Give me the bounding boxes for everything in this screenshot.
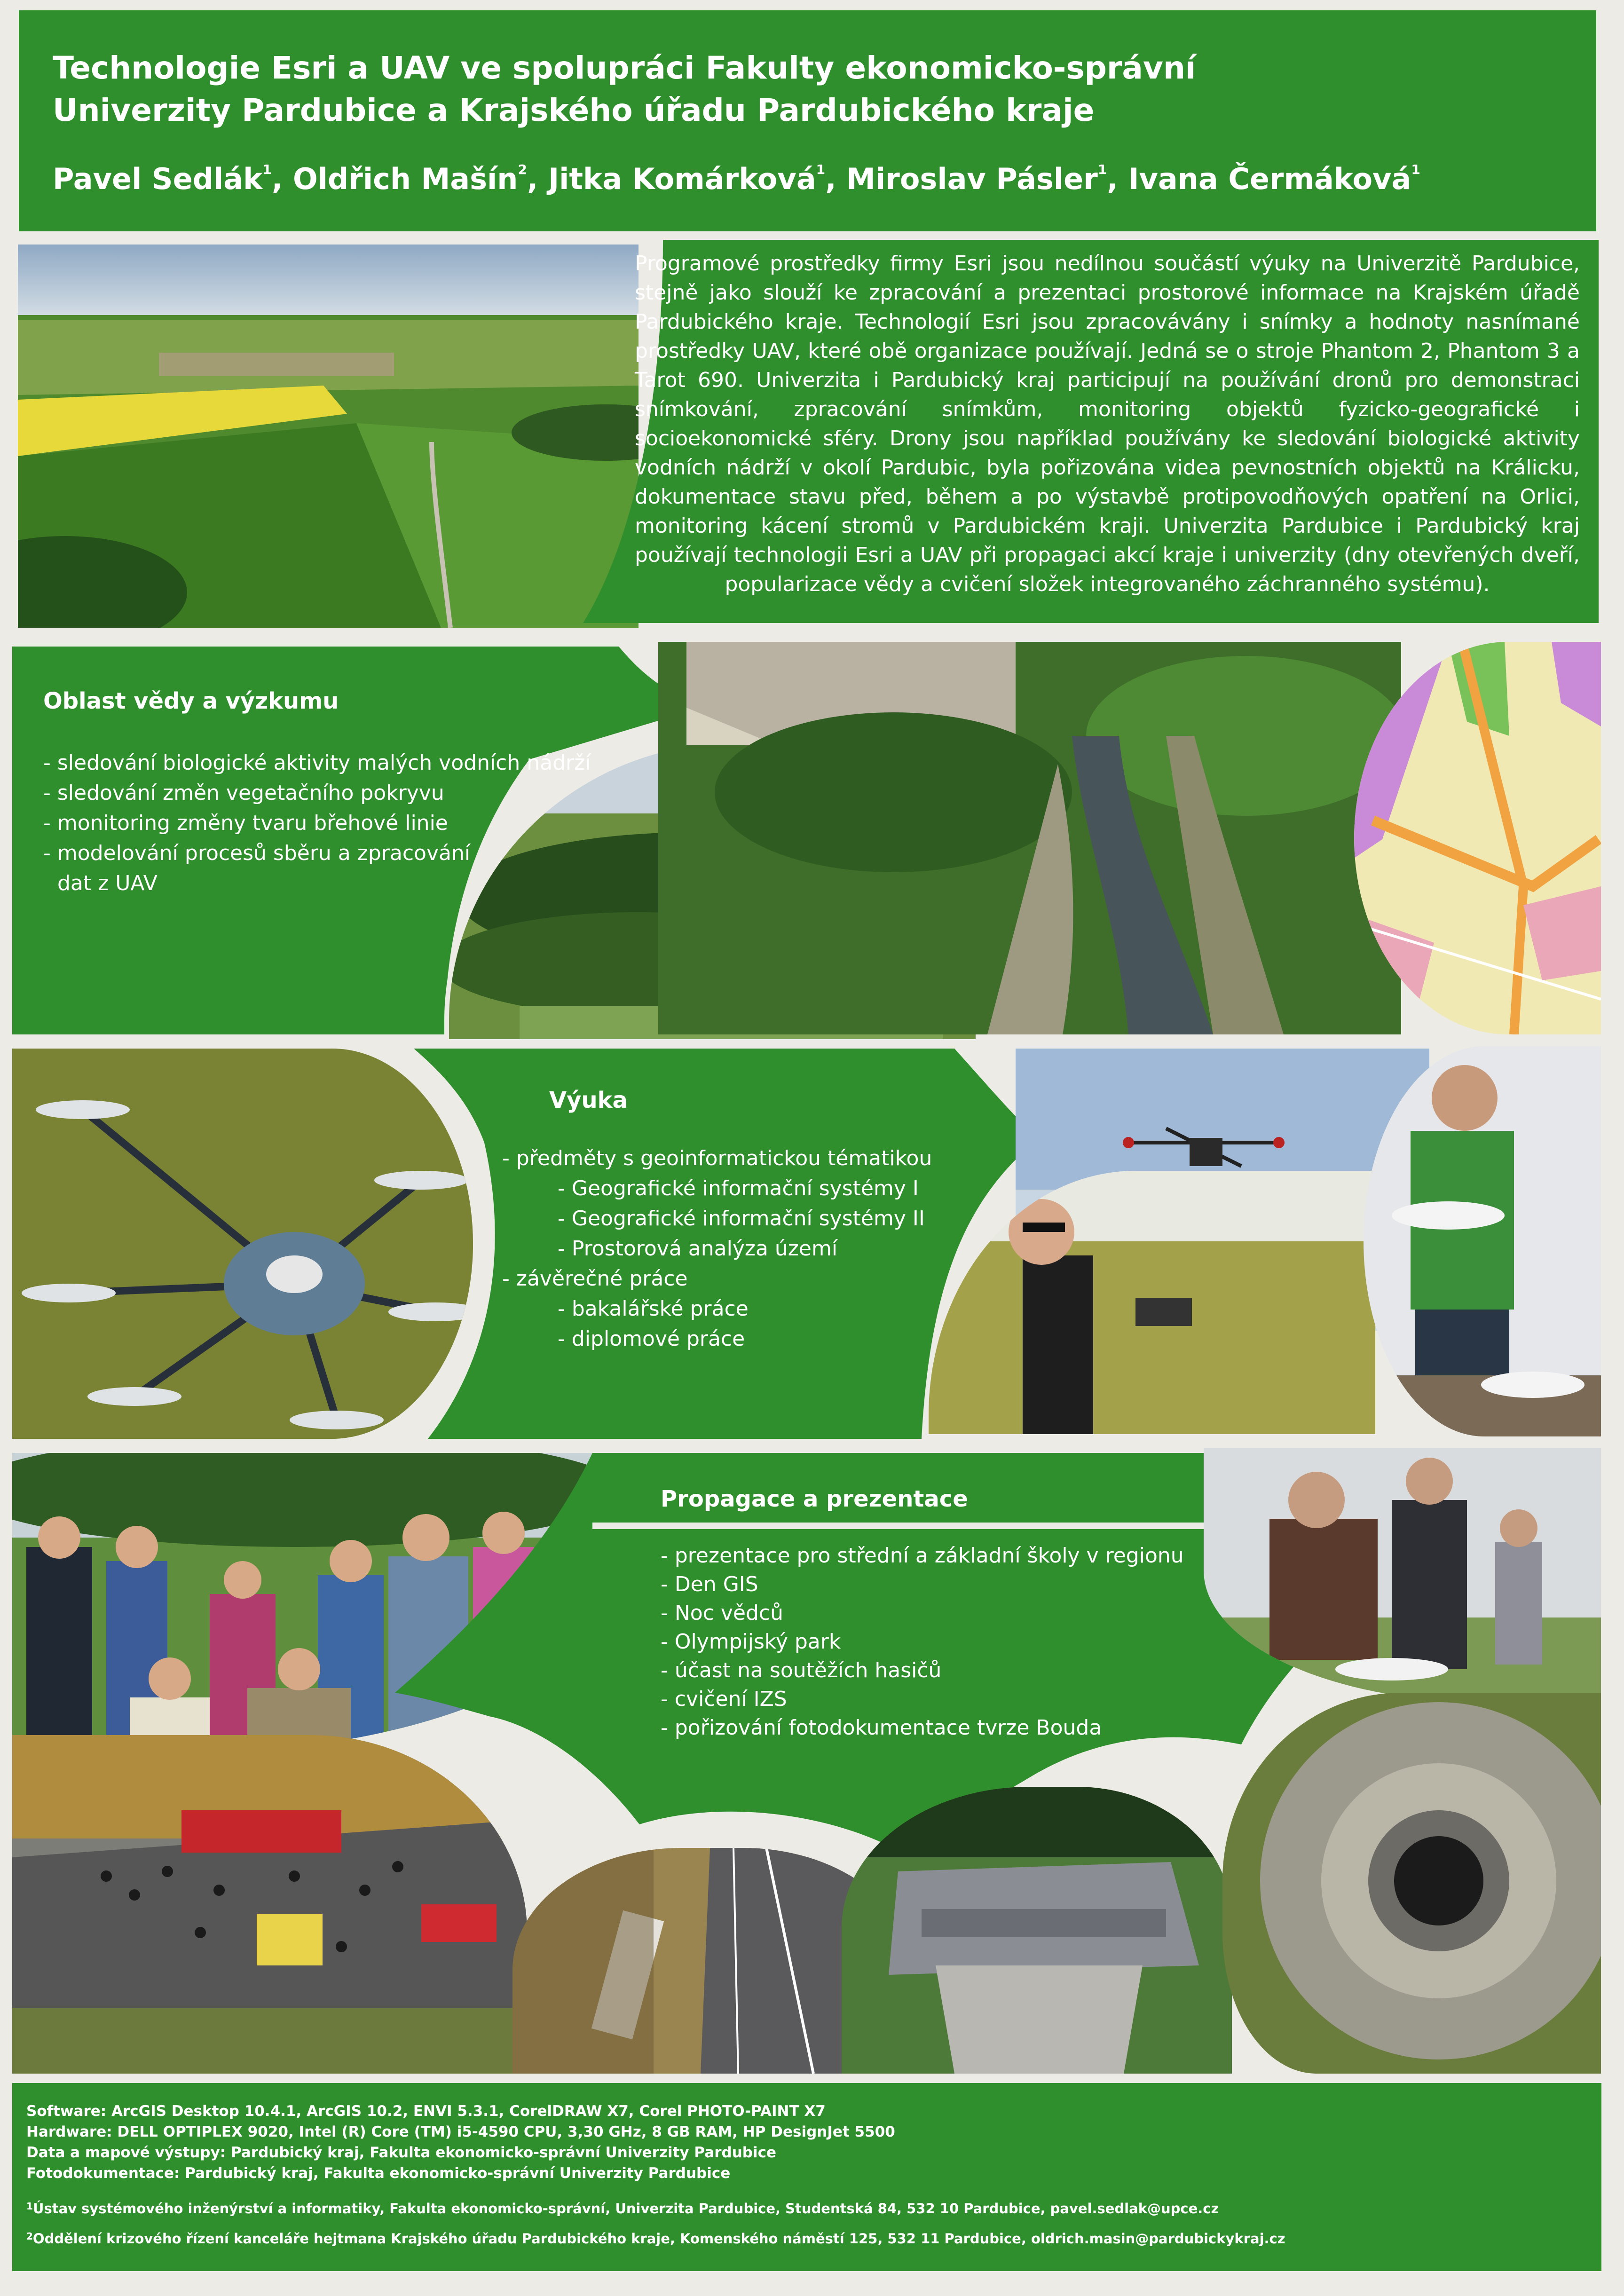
footnote-text: Ústav systémového inženýrství a informatiky, Fakulta ekonomicko-správní, Univerzita Pardubice, Studentská 84, 532 10 Pardubice, pavel.sedlak@upce.cz (32, 2201, 1219, 2217)
fortress-well-aerial-photo (1222, 1693, 1601, 2074)
authors: Pavel Sedlák$^1$, Oldřich Mašín$^2$, Jitka Komárková$^1$, Miroslav Pásler$^1$, Ivana Čermáková$^1$ (53, 162, 1420, 196)
hexacopter-drone-photo (12, 1049, 473, 1439)
author-affiliation: 1 (1411, 162, 1420, 177)
teaching-title: Výuka (549, 1087, 628, 1113)
intro-text: Programové prostředky firmy Esri jsou nedílnou součástí výuky na Univerzitě Pardubice, stejně jako slouží ke zpracování a prezentaci prostorové informace na Krajském úřadě Pardubického kraje. Technologií Esri jsou zpracovávány i snímky a hodnoty nasnímané prostředky UAV, které obě organizace používají. Jedná se o stroje Phantom 2, Phantom 3 a Tarot 690. Univerzita i Pardubický kraj participují na používání dronů pro demonstraci snímkování, zpracování snímkům, monitoring objektů fyzicko-geografické i socioekonomické sféry. Drony jsou například používány ke sledování biologické aktivity vodních nádrží v okolí Pardubic, byla pořizována videa pevnostních objektů na Králicku, dokumentace stavu před, během a po výstavbě protipovodňových opatření na Orlici, monitoring kácení stromů v Pardubickém kraji. Univerzita Pardubice i Pardubický kraj používají technologii Esri a UAV při propagaci akcí kraje i univerzity (dny otevřených dveří, popularizace vědy a cvičení složek integrovaného záchranného systému). (635, 252, 1580, 596)
author-name: Jitka Komárková (548, 162, 816, 196)
header-panel (19, 10, 1596, 231)
landscape-aerial-photo (18, 245, 639, 628)
list-item: - modelování procesů sběru a zpracování (43, 841, 471, 865)
list-item: - diplomové práce (558, 1327, 745, 1351)
bunker-aerial-photo (842, 1787, 1232, 2074)
list-item: - Geografické informační systémy II (558, 1207, 925, 1231)
list-item: - prezentace pro střední a základní školy v regionu (661, 1544, 1184, 1568)
list-item: dat z UAV (57, 871, 158, 895)
hardware-line: Hardware: DELL OPTIPLEX 9020, Intel (R) Core (TM) i5-4590 CPU, 3,30 GHz, 8 GB RAM, HP DesignJet 5500 (26, 2123, 895, 2140)
list-item: - cvičení IZS (661, 1687, 787, 1711)
list-item: - bakalářské práce (558, 1297, 749, 1321)
photo-credit-line: Fotodokumentace: Pardubický kraj, Fakulta ekonomicko-správní Univerzity Pardubice (26, 2165, 731, 2182)
footnote-marker: 2 (26, 2231, 33, 2242)
author-affiliation: 1 (1097, 162, 1107, 177)
footnote-marker: 1 (26, 2201, 33, 2212)
promotion-title: Propagace a prezentace (661, 1486, 968, 1512)
author-name: Oldřich Mašín (292, 162, 518, 196)
list-item: - předměty s geoinformatickou tématikou (502, 1146, 932, 1170)
intro-panel (583, 240, 1599, 623)
author-affiliation: 1 (262, 162, 272, 177)
list-item: - pořizování fotodokumentace tvrze Bouda (661, 1716, 1102, 1740)
footnote-affiliation-2 (26, 2231, 1587, 2247)
list-item: - Prostorová analýza území (558, 1237, 838, 1261)
title-line-1: Technologie Esri a UAV ve spolupráci Fakulty ekonomicko-správní (53, 50, 1196, 86)
research-title: Oblast vědy a výzkumu (43, 688, 339, 714)
drone-demo-indoor-photo (1364, 1046, 1601, 1436)
list-item: - sledování změn vegetačního pokryvu (43, 781, 444, 805)
list-item: - monitoring změny tvaru břehové linie (43, 811, 448, 835)
list-item: - Olympijský park (661, 1630, 841, 1654)
author-name: Miroslav Pásler (846, 162, 1098, 196)
teaching-list (502, 1144, 1019, 1354)
title-line-2: Univerzity Pardubice a Krajského úřadu Pardubického kraje (53, 92, 1095, 128)
list-item: - Noc vědců (661, 1601, 783, 1625)
data-source-line: Data a mapové výstupy: Pardubický kraj, Fakulta ekonomicko-správní Univerzity Pardubice (26, 2144, 776, 2161)
author-affiliation: 1 (816, 162, 826, 177)
list-item: - účast na soutěžích hasičů (661, 1658, 942, 1682)
software-line: Software: ArcGIS Desktop 10.4.1, ArcGIS 10.2, ENVI 5.3.1, CorelDRAW X7, Corel PHOTO-PAINT X7 (26, 2103, 826, 2120)
author-affiliation: 2 (518, 162, 527, 177)
author-name: Ivana Čermáková (1128, 162, 1411, 196)
footer-panel (12, 2083, 1601, 2271)
list-item: - Den GIS (661, 1572, 758, 1596)
river-aerial-photo (658, 642, 1401, 1034)
footnote-text: Oddělení krizového řízení kanceláře hejtmana Krajského úřadu Pardubického kraje, Komenského náměstí 125, 532 11 Pardubice, oldrich.masin@pardubickykraj.cz (32, 2231, 1285, 2247)
list-item: - sledování biologické aktivity malých vodních nádrží (43, 751, 591, 775)
footnote-affiliation-1 (26, 2201, 1587, 2217)
list-item: - Geografické informační systémy I (558, 1176, 919, 1200)
list-item: - závěrečné práce (502, 1267, 688, 1291)
author-name: Pavel Sedlák (53, 162, 263, 196)
